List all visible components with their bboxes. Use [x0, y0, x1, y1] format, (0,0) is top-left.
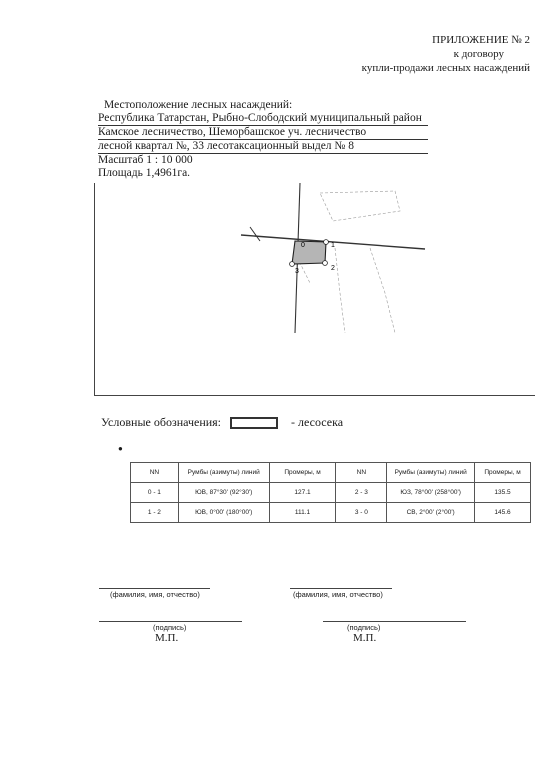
quarter-line-tick — [250, 227, 260, 241]
legend-label: Условные обозначения: — [101, 415, 222, 429]
location-title: Местоположение лесных насаждений: — [104, 99, 293, 111]
point-0-label: 0 — [301, 242, 305, 249]
legend-cutting-area-swatch — [230, 417, 278, 429]
point-3-label: 3 — [295, 268, 299, 275]
col-bearing: Румбы (азимуты) линий — [178, 463, 269, 483]
plot-map — [94, 183, 535, 396]
table-cell: 127.1 — [269, 483, 336, 503]
stamp-place-right: М.П. — [353, 632, 377, 644]
table-cell: 135.5 — [475, 483, 531, 503]
col-bearing-2: Румбы (азимуты) линий — [387, 463, 475, 483]
col-distance-2: Промеры, м — [475, 463, 531, 483]
table-cell: 111.1 — [269, 503, 336, 523]
sign-line-left — [99, 621, 242, 622]
location-region: Республика Татарстан, Рыбно-Слободский муниципальный район — [98, 111, 428, 126]
table-cell: 1 - 2 — [131, 503, 179, 523]
point-1-marker — [324, 240, 329, 245]
col-distance: Промеры, м — [269, 463, 336, 483]
sign-caption-right: (подпись) — [347, 623, 381, 632]
table-cell: 2 - 3 — [336, 483, 387, 503]
fio-caption-left: (фамилия, имя, отчество) — [110, 590, 200, 599]
cutting-area-polygon — [292, 241, 326, 264]
plot-map-drawing — [95, 183, 535, 395]
table-row — [131, 483, 531, 503]
fio-line-right — [290, 588, 392, 589]
stamp-place-left: М.П. — [155, 632, 179, 644]
location-quarter: лесной квартал №, 33 лесотаксационный выдел № 8 — [98, 139, 428, 154]
point-2-marker — [323, 261, 328, 266]
table-cell: ЮВ, 87°30' (92°30') — [178, 483, 269, 503]
legend — [101, 415, 343, 430]
plot-area: Площадь 1,4961га. — [98, 167, 191, 179]
appendix-header — [362, 33, 530, 75]
table-cell: СВ, 2°00' (2°00') — [387, 503, 475, 523]
table-cell: 0 - 1 — [131, 483, 179, 503]
appendix-contract-ref: к договору — [453, 48, 504, 60]
table-row — [131, 503, 531, 523]
sign-line-right — [323, 621, 466, 622]
point-3-marker — [290, 262, 295, 267]
bearings-table-header — [131, 463, 531, 483]
point-1-label: 1 — [331, 242, 335, 249]
point-2-label: 2 — [331, 265, 335, 272]
location-forestry: Камское лесничество, Шеморбашское уч. лесничество — [98, 125, 428, 140]
fio-line-left — [99, 588, 210, 589]
table-cell: ЮВ, 0°00' (180°00') — [178, 503, 269, 523]
sign-caption-left: (подпись) — [153, 623, 187, 632]
bearings-table — [130, 462, 531, 523]
bullet-mark: ● — [118, 444, 123, 453]
appendix-title: ПРИЛОЖЕНИЕ № 2 — [432, 34, 530, 46]
col-nn-2: NN — [336, 463, 387, 483]
map-scale: Масштаб 1 : 10 000 — [98, 154, 193, 166]
table-cell: 3 - 0 — [336, 503, 387, 523]
col-nn: NN — [131, 463, 179, 483]
table-cell: ЮЗ, 78°00' (258°00') — [387, 483, 475, 503]
table-cell: 145.6 — [475, 503, 531, 523]
appendix-contract-type: купли-продажи лесных насаждений — [361, 62, 530, 74]
legend-cutting-area-label: - лесосека — [291, 415, 344, 429]
fio-caption-right: (фамилия, имя, отчество) — [293, 590, 383, 599]
